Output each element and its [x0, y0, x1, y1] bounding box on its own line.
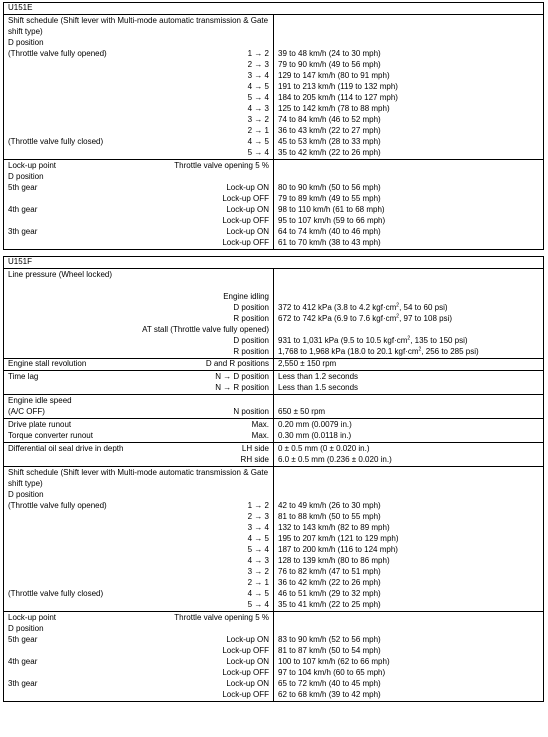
- max-label: Max.: [251, 431, 269, 440]
- at-stall-label: AT stall (Throttle valve fully opened): [142, 325, 269, 334]
- nr-value: Less than 1.5 seconds: [278, 383, 359, 392]
- shift-label: 2 → 1: [247, 578, 269, 587]
- stall-value: 2,550 ± 150 rpm: [278, 359, 337, 368]
- nd-label: N → D position: [215, 372, 269, 381]
- lockup-off-label: Lock-up OFF: [222, 690, 269, 699]
- gear-label: 5th gear: [8, 635, 38, 644]
- shift-title-1: Shift schedule (Shift lever with Multi-mode automatic transmission & Gate: [8, 16, 269, 25]
- lockup-off-label: Lock-up OFF: [222, 238, 269, 247]
- lockup-off-label: Lock-up OFF: [222, 216, 269, 225]
- drive-plate-label: Drive plate runout: [8, 420, 72, 429]
- shift-open-row: [8, 501, 269, 512]
- lockup-values: [274, 160, 544, 250]
- shift-value: 184 to 205 km/h (114 to 127 mph): [278, 93, 398, 102]
- shift-value: 132 to 143 km/h (82 to 89 mph): [278, 523, 390, 532]
- pressure-value: 672 to 742 kPa (6.9 to 7.6 $kgf\cdot cm^2$, 97 to 108 psi): [278, 313, 452, 323]
- gear-row: [8, 657, 269, 668]
- throttle-open-label: (Throttle valve fully opened): [8, 501, 107, 510]
- idle-speed-row: [4, 395, 544, 419]
- shift-schedule-values: [274, 467, 544, 612]
- shift-value: 74 to 84 km/h (46 to 52 mph): [278, 115, 381, 124]
- lockup-on-label: Lock-up ON: [226, 205, 269, 214]
- pressure-value: 1,768 to 1,968 kPa (18.0 to 20.1 $kgf\cdot cm^2$, 256 to 285 psi): [278, 346, 479, 356]
- shift-value: 46 to 51 km/h (29 to 32 mph): [278, 589, 381, 598]
- lockup-labels: [4, 160, 274, 250]
- shift-value: 128 to 139 km/h (80 to 86 mph): [278, 556, 390, 565]
- gear-row: [8, 635, 269, 646]
- gear-row: [8, 183, 269, 194]
- gear-row: [8, 679, 269, 690]
- gear-label: 3th gear: [8, 227, 38, 236]
- shift-value: 129 to 147 km/h (80 to 91 mph): [278, 71, 390, 80]
- shift-label: 2 → 3: [247, 512, 269, 521]
- stall-labels: [4, 359, 274, 371]
- lockup-off-label: Lock-up OFF: [222, 194, 269, 203]
- diff-seal-row: [4, 443, 544, 467]
- rh-side-value: 6.0 ± 0.5 mm (0.236 ± 0.020 in.): [278, 455, 392, 464]
- shift-label: 4 → 3: [247, 104, 269, 113]
- lockup-value: 97 to 104 km/h (60 to 65 mph): [278, 668, 386, 677]
- lockup-on-label: Lock-up ON: [226, 227, 269, 236]
- engine-idling-label: Engine idling: [223, 292, 269, 301]
- d-position-label: D position: [8, 38, 44, 47]
- runout-labels: [4, 419, 274, 443]
- shift-schedule-values: [274, 15, 544, 160]
- gear-label: 4th gear: [8, 205, 38, 214]
- shift-label: 4 → 5: [247, 534, 269, 543]
- lockup-on-label: Lock-up ON: [226, 657, 269, 666]
- lockup-value: 61 to 70 km/h (38 to 43 mph): [278, 238, 381, 247]
- shift-value: 76 to 82 km/h (47 to 51 mph): [278, 567, 381, 576]
- gear-label: 5th gear: [8, 183, 38, 192]
- lockup-off-label: Lock-up OFF: [222, 646, 269, 655]
- line-pressure-row: [4, 269, 544, 359]
- line-pressure-labels: [4, 269, 274, 359]
- torque-converter-label: Torque converter runout: [8, 431, 93, 440]
- shift-label: 2 → 3: [247, 60, 269, 69]
- stall-label: Engine stall revolution: [8, 359, 87, 368]
- diff-seal-label: Differential oil seal drive in depth: [8, 444, 124, 453]
- shift-value: 81 to 88 km/h (50 to 55 mph): [278, 512, 381, 521]
- shift-title-2: shift type): [8, 27, 43, 36]
- spec-sheet: [3, 2, 544, 735]
- pressure-value: 372 to 412 kPa (3.8 to 4.2 $kgf\cdot cm^2$, 54 to 60 psi): [278, 302, 448, 312]
- lockup-title: Lock-up point: [8, 613, 57, 622]
- shift-label: 4 → 5: [247, 589, 269, 598]
- diff-seal-labels: [4, 443, 274, 467]
- ac-off-label: (A/C OFF): [8, 407, 45, 416]
- section-header-u151e: [4, 3, 544, 15]
- throttle-closed-label: (Throttle valve fully closed): [8, 137, 104, 146]
- shift-label: 3 → 2: [247, 567, 269, 576]
- torque-converter-value: 0.30 mm (0.0118 in.): [278, 431, 352, 440]
- shift-label: 3 → 2: [247, 115, 269, 124]
- lockup-on-label: Lock-up ON: [226, 679, 269, 688]
- section-title: U151E: [4, 3, 544, 15]
- shift-label: 5 → 4: [247, 545, 269, 554]
- line-pressure-title: Line pressure (Wheel locked): [8, 270, 113, 279]
- lockup-value: 79 to 89 km/h (49 to 55 mph): [278, 194, 381, 203]
- gear-label: 4th gear: [8, 657, 38, 666]
- gear-row: [8, 227, 269, 238]
- lockup-title-row: [8, 613, 269, 624]
- shift-value: 35 to 41 km/h (22 to 25 mph): [278, 600, 381, 609]
- lockup-title: Lock-up point: [8, 161, 57, 170]
- lockup-value: 65 to 72 km/h (40 to 45 mph): [278, 679, 381, 688]
- shift-schedule-row: [4, 467, 544, 612]
- time-lag-label: Time lag: [8, 372, 39, 381]
- shift-label: 1 → 2: [247, 49, 269, 58]
- shift-value: 45 to 53 km/h (28 to 33 mph): [278, 137, 381, 146]
- nr-label: N → R position: [215, 383, 269, 392]
- throttle-closed-label: (Throttle valve fully closed): [8, 589, 104, 598]
- section-header-u151f: [4, 257, 544, 269]
- drive-plate-value: 0.20 mm (0.0079 in.): [278, 420, 352, 429]
- shift-value: 125 to 142 km/h (78 to 88 mph): [278, 104, 390, 113]
- nd-value: Less than 1.2 seconds: [278, 372, 359, 381]
- r-position-label: R position: [233, 314, 269, 323]
- shift-value: 191 to 213 km/h (119 to 132 mph): [278, 82, 398, 91]
- shift-schedule-row: [4, 15, 544, 160]
- stall-row: [4, 359, 544, 371]
- shift-label: 3 → 4: [247, 523, 269, 532]
- pressure-value: 931 to 1,031 kPa (9.5 to 10.5 $kgf\cdot cm^2$, 135 to 150 psi): [278, 335, 468, 345]
- shift-open-row: [8, 49, 269, 60]
- shift-label: 5 → 4: [247, 93, 269, 102]
- lockup-value: 83 to 90 km/h (52 to 56 mph): [278, 635, 381, 644]
- idle-speed-label: Engine idle speed: [8, 396, 72, 405]
- time-lag-labels: [4, 371, 274, 395]
- d-position-label: D position: [233, 303, 269, 312]
- line-pressure-values: [274, 269, 544, 359]
- throttle-open-label: (Throttle valve fully opened): [8, 49, 107, 58]
- rh-side-label: RH side: [240, 455, 269, 464]
- gear-row: [8, 205, 269, 216]
- shift-value: 36 to 42 km/h (22 to 26 mph): [278, 578, 381, 587]
- shift-value: 39 to 48 km/h (24 to 30 mph): [278, 49, 381, 58]
- shift-label: 3 → 4: [247, 71, 269, 80]
- shift-label: 5 → 4: [247, 600, 269, 609]
- lockup-row: [4, 160, 544, 250]
- idle-speed-labels: [4, 395, 274, 419]
- lockup-values: [274, 612, 544, 702]
- shift-value: 195 to 207 km/h (121 to 129 mph): [278, 534, 399, 543]
- r-position-label: R position: [233, 347, 269, 356]
- shift-title-1: Shift schedule (Shift lever with Multi-mode automatic transmission & Gate: [8, 468, 269, 477]
- max-label: Max.: [251, 420, 269, 429]
- shift-label: 4 → 3: [247, 556, 269, 565]
- lockup-row: [4, 612, 544, 702]
- shift-label: 5 → 4: [247, 148, 269, 157]
- lockup-condition: Throttle valve opening 5 %: [174, 161, 269, 170]
- gear-label: 3th gear: [8, 679, 38, 688]
- idle-speed-value: 650 ± 50 rpm: [278, 407, 326, 416]
- section-gap: [4, 250, 544, 257]
- lockup-on-label: Lock-up ON: [226, 183, 269, 192]
- lockup-value: 100 to 107 km/h (62 to 66 mph): [278, 657, 390, 666]
- lockup-value: 62 to 68 km/h (39 to 42 mph): [278, 690, 381, 699]
- shift-label: 1 → 2: [247, 501, 269, 510]
- lockup-value: 80 to 90 km/h (50 to 56 mph): [278, 183, 381, 192]
- lh-side-value: 0 ± 0.5 mm (0 ± 0.020 in.): [278, 444, 370, 453]
- lh-side-label: LH side: [241, 444, 269, 453]
- stall-cond: D and R positions: [205, 359, 269, 368]
- lockup-condition: Throttle valve opening 5 %: [174, 613, 269, 622]
- lockup-value: 81 to 87 km/h (50 to 54 mph): [278, 646, 381, 655]
- shift-closed-row: [8, 589, 269, 600]
- runout-row: [4, 419, 544, 443]
- lockup-labels: [4, 612, 274, 702]
- d-position-label: D position: [8, 172, 44, 181]
- shift-value: 42 to 49 km/h (26 to 30 mph): [278, 501, 381, 510]
- lockup-title-row: [8, 161, 269, 172]
- lockup-on-label: Lock-up ON: [226, 635, 269, 644]
- n-position-label: N position: [233, 407, 269, 416]
- d-position-label: D position: [233, 336, 269, 345]
- shift-value: 79 to 90 km/h (49 to 56 mph): [278, 60, 381, 69]
- lockup-off-label: Lock-up OFF: [222, 668, 269, 677]
- shift-title-2: shift type): [8, 479, 43, 488]
- d-position-label: D position: [8, 624, 44, 633]
- shift-closed-row: [8, 137, 269, 148]
- lockup-value: 95 to 107 km/h (59 to 66 mph): [278, 216, 386, 225]
- lockup-value: 98 to 110 km/h (61 to 68 mph): [278, 205, 385, 214]
- shift-value: 35 to 42 km/h (22 to 26 mph): [278, 148, 381, 157]
- shift-label: 2 → 1: [247, 126, 269, 135]
- lockup-value: 64 to 74 km/h (40 to 46 mph): [278, 227, 381, 236]
- shift-label: 4 → 5: [247, 82, 269, 91]
- d-position-label: D position: [8, 490, 44, 499]
- shift-schedule-labels: [4, 467, 274, 612]
- shift-schedule-labels: [4, 15, 274, 160]
- shift-label: 4 → 5: [247, 137, 269, 146]
- spec-table: [3, 2, 544, 702]
- section-title: U151F: [4, 257, 544, 269]
- shift-value: 36 to 43 km/h (22 to 27 mph): [278, 126, 381, 135]
- shift-value: 187 to 200 km/h (116 to 124 mph): [278, 545, 398, 554]
- time-lag-row: [4, 371, 544, 395]
